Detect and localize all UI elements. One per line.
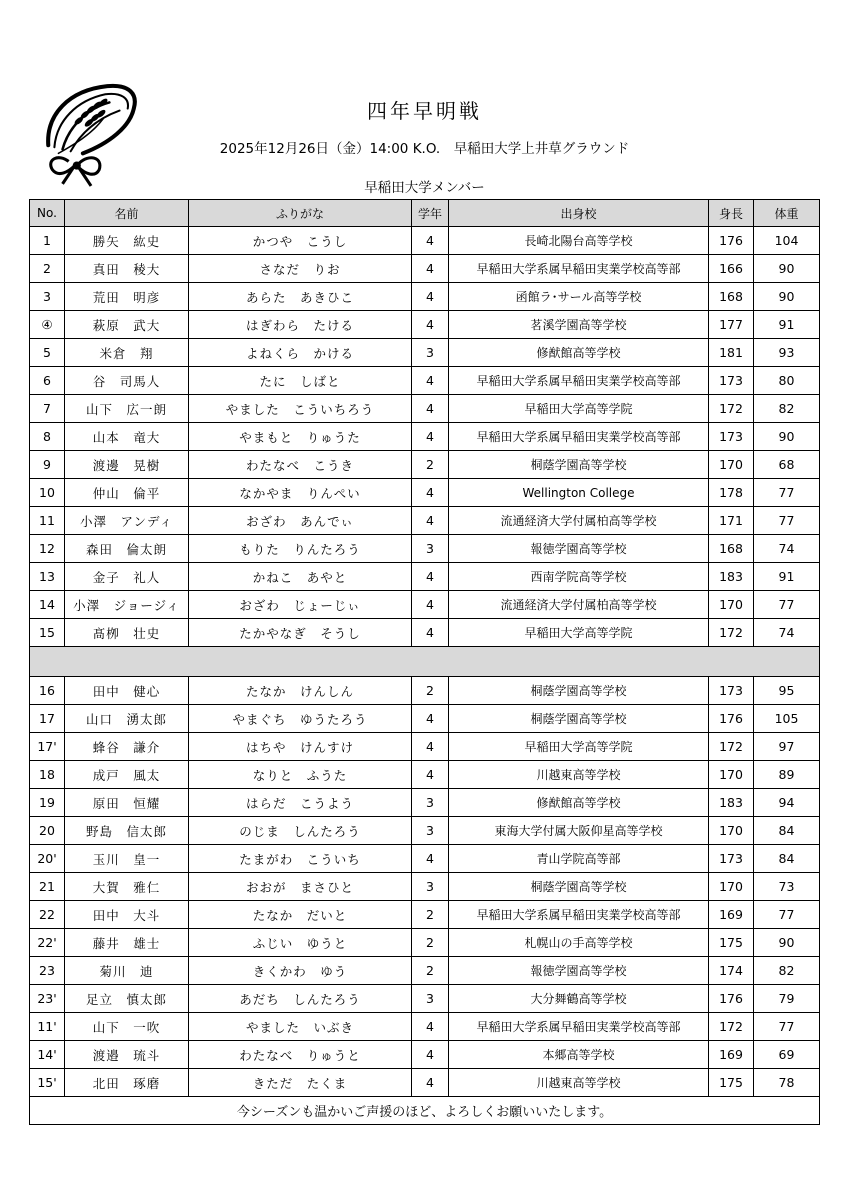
player-weight: 90 [754, 929, 820, 957]
player-row [30, 283, 820, 311]
player-school: 札幌山の手高等学校 [449, 929, 709, 957]
player-year: 4 [412, 395, 449, 423]
player-school: 長崎北陽台高等学校 [449, 227, 709, 255]
reserves-group [30, 677, 820, 1097]
player-name: 真田 稜大 [65, 255, 189, 283]
player-row [30, 227, 820, 255]
player-year: 4 [412, 619, 449, 647]
player-name: 渡邉 琉斗 [65, 1041, 189, 1069]
player-year: 4 [412, 733, 449, 761]
player-name: 金子 礼人 [65, 563, 189, 591]
player-name: 原田 恒耀 [65, 789, 189, 817]
player-name: 山下 広一朗 [65, 395, 189, 423]
player-name: 山口 湧太郎 [65, 705, 189, 733]
player-height: 183 [709, 789, 754, 817]
player-height: 172 [709, 1013, 754, 1041]
match-info: 2025年12月26日（金）14:00 K.O. 早稲田大学上井草グラウンド [219, 141, 630, 157]
player-kana: なかやま りんぺい [189, 479, 412, 507]
player-row [30, 789, 820, 817]
player-row [30, 255, 820, 283]
player-year: 3 [412, 873, 449, 901]
player-weight: 80 [754, 367, 820, 395]
player-weight: 73 [754, 873, 820, 901]
col-header-height: 身長 [709, 200, 754, 227]
player-name: 萩原 武大 [65, 311, 189, 339]
player-year: 2 [412, 901, 449, 929]
header-row [30, 200, 820, 227]
player-height: 176 [709, 227, 754, 255]
player-year: 4 [412, 845, 449, 873]
col-header-school: 出身校 [449, 200, 709, 227]
footer-message: 今シーズンも温かいご声援のほど、よろしくお願いいたします。 [30, 1097, 820, 1125]
player-kana: たなか けんしん [189, 677, 412, 705]
player-height: 170 [709, 761, 754, 789]
player-kana: もりた りんたろう [189, 535, 412, 563]
player-no: 18 [30, 761, 65, 789]
player-no: 23 [30, 957, 65, 985]
player-school: 川越東高等学校 [449, 1069, 709, 1097]
player-year: 4 [412, 311, 449, 339]
player-row [30, 1013, 820, 1041]
player-no: 21 [30, 873, 65, 901]
player-row [30, 423, 820, 451]
player-weight: 90 [754, 423, 820, 451]
player-height: 169 [709, 1041, 754, 1069]
player-kana: はぎわら たける [189, 311, 412, 339]
player-name: 髙栁 壮史 [65, 619, 189, 647]
player-no: 14' [30, 1041, 65, 1069]
player-row [30, 1069, 820, 1097]
player-no: 8 [30, 423, 65, 451]
player-name: 渡邊 晃樹 [65, 451, 189, 479]
player-height: 170 [709, 817, 754, 845]
player-weight: 91 [754, 311, 820, 339]
player-kana: はらだ こうよう [189, 789, 412, 817]
player-row [30, 817, 820, 845]
player-height: 166 [709, 255, 754, 283]
player-row [30, 761, 820, 789]
player-school: 早稲田大学高等学院 [449, 619, 709, 647]
player-row [30, 733, 820, 761]
player-kana: なりと ふうた [189, 761, 412, 789]
player-kana: おざわ じょーじぃ [189, 591, 412, 619]
player-row [30, 395, 820, 423]
player-school: 早稲田大学系属早稲田実業学校高等部 [449, 255, 709, 283]
player-height: 170 [709, 591, 754, 619]
player-no: 14 [30, 591, 65, 619]
player-weight: 90 [754, 255, 820, 283]
player-kana: やまもと りゅうた [189, 423, 412, 451]
player-kana: おおが まさひと [189, 873, 412, 901]
player-name: 藤井 雄士 [65, 929, 189, 957]
player-name: 北田 琢磨 [65, 1069, 189, 1097]
player-name: 小澤 アンディ [65, 507, 189, 535]
player-row [30, 339, 820, 367]
col-header-no: No. [30, 200, 65, 227]
player-kana: やました いぶき [189, 1013, 412, 1041]
player-name: 山本 竜大 [65, 423, 189, 451]
player-height: 178 [709, 479, 754, 507]
player-row [30, 451, 820, 479]
player-school: 本郷高等学校 [449, 1041, 709, 1069]
player-row [30, 929, 820, 957]
player-weight: 77 [754, 507, 820, 535]
player-kana: わたなべ りゅうと [189, 1041, 412, 1069]
player-height: 173 [709, 845, 754, 873]
player-row [30, 619, 820, 647]
player-weight: 77 [754, 1013, 820, 1041]
player-name: 成戸 風太 [65, 761, 189, 789]
player-weight: 89 [754, 761, 820, 789]
player-year: 3 [412, 339, 449, 367]
player-school: 桐蔭学園高等学校 [449, 705, 709, 733]
player-row [30, 479, 820, 507]
player-no: 6 [30, 367, 65, 395]
player-no: 10 [30, 479, 65, 507]
player-year: 4 [412, 367, 449, 395]
player-school: 報徳学園高等学校 [449, 535, 709, 563]
player-row [30, 507, 820, 535]
player-weight: 77 [754, 591, 820, 619]
player-weight: 104 [754, 227, 820, 255]
player-no: 11 [30, 507, 65, 535]
player-year: 4 [412, 1041, 449, 1069]
player-school: 桐蔭学園高等学校 [449, 677, 709, 705]
player-year: 4 [412, 479, 449, 507]
player-row [30, 1041, 820, 1069]
player-no: 5 [30, 339, 65, 367]
player-name: 仲山 倫平 [65, 479, 189, 507]
player-row [30, 705, 820, 733]
player-name: 野島 信太郎 [65, 817, 189, 845]
player-name: 米倉 翔 [65, 339, 189, 367]
player-school: 早稲田大学系属早稲田実業学校高等部 [449, 1013, 709, 1041]
player-kana: はちや けんすけ [189, 733, 412, 761]
player-school: 青山学院高等部 [449, 845, 709, 873]
player-no: 9 [30, 451, 65, 479]
player-no: 19 [30, 789, 65, 817]
player-height: 169 [709, 901, 754, 929]
player-weight: 91 [754, 563, 820, 591]
player-year: 4 [412, 255, 449, 283]
player-row [30, 535, 820, 563]
player-school: 修猷館高等学校 [449, 339, 709, 367]
player-kana: たなか だいと [189, 901, 412, 929]
player-weight: 84 [754, 817, 820, 845]
player-no: 12 [30, 535, 65, 563]
player-no: 11' [30, 1013, 65, 1041]
player-name: 菊川 迪 [65, 957, 189, 985]
player-height: 168 [709, 535, 754, 563]
player-kana: わたなべ こうき [189, 451, 412, 479]
player-no: 16 [30, 677, 65, 705]
player-no: 3 [30, 283, 65, 311]
team-heading: 早稲田大学メンバー [364, 180, 485, 196]
player-height: 171 [709, 507, 754, 535]
player-school: 修猷館高等学校 [449, 789, 709, 817]
player-no: 23' [30, 985, 65, 1013]
player-year: 3 [412, 789, 449, 817]
player-row [30, 845, 820, 873]
player-kana: かつや こうし [189, 227, 412, 255]
player-weight: 74 [754, 619, 820, 647]
player-no: 20' [30, 845, 65, 873]
player-kana: やました こういちろう [189, 395, 412, 423]
player-height: 175 [709, 1069, 754, 1097]
player-year: 4 [412, 591, 449, 619]
player-no: 2 [30, 255, 65, 283]
player-weight: 77 [754, 901, 820, 929]
player-name: 荒田 明彦 [65, 283, 189, 311]
player-name: 小澤 ジョージィ [65, 591, 189, 619]
player-weight: 68 [754, 451, 820, 479]
player-row [30, 563, 820, 591]
player-height: 168 [709, 283, 754, 311]
player-name: 森田 倫太朗 [65, 535, 189, 563]
player-weight: 69 [754, 1041, 820, 1069]
player-no: 22 [30, 901, 65, 929]
player-kana: きくかわ ゆう [189, 957, 412, 985]
player-weight: 79 [754, 985, 820, 1013]
player-kana: やまぐち ゆうたろう [189, 705, 412, 733]
player-height: 173 [709, 423, 754, 451]
player-row [30, 985, 820, 1013]
player-school: 桐蔭学園高等学校 [449, 451, 709, 479]
player-height: 181 [709, 339, 754, 367]
player-no: ④ [30, 311, 65, 339]
player-name: 田中 健心 [65, 677, 189, 705]
player-no: 17' [30, 733, 65, 761]
col-header-name: 名前 [65, 200, 189, 227]
player-name: 勝矢 紘史 [65, 227, 189, 255]
player-no: 17 [30, 705, 65, 733]
player-height: 172 [709, 733, 754, 761]
player-year: 4 [412, 423, 449, 451]
player-school: 川越東高等学校 [449, 761, 709, 789]
player-height: 172 [709, 395, 754, 423]
player-name: 山下 一吹 [65, 1013, 189, 1041]
player-weight: 84 [754, 845, 820, 873]
player-kana: あらた あきひこ [189, 283, 412, 311]
player-kana: のじま しんたろう [189, 817, 412, 845]
player-no: 7 [30, 395, 65, 423]
player-school: 函館ラ･サール高等学校 [449, 283, 709, 311]
col-header-kana: ふりがな [189, 200, 412, 227]
player-year: 4 [412, 563, 449, 591]
player-year: 4 [412, 283, 449, 311]
player-year: 4 [412, 507, 449, 535]
player-kana: たまがわ こういち [189, 845, 412, 873]
col-header-year: 学年 [412, 200, 449, 227]
separator-cell [30, 647, 820, 677]
player-kana: あだち しんたろう [189, 985, 412, 1013]
player-weight: 93 [754, 339, 820, 367]
player-year: 2 [412, 451, 449, 479]
player-no: 15 [30, 619, 65, 647]
player-year: 4 [412, 761, 449, 789]
player-school: 早稲田大学高等学院 [449, 395, 709, 423]
player-name: 蜂谷 謙介 [65, 733, 189, 761]
player-weight: 78 [754, 1069, 820, 1097]
page-title: 四年早明戦 [367, 99, 482, 123]
player-school: 早稲田大学系属早稲田実業学校高等部 [449, 423, 709, 451]
player-height: 170 [709, 873, 754, 901]
player-school: 東海大学付属大阪仰星高等学校 [449, 817, 709, 845]
player-row [30, 311, 820, 339]
player-no: 20 [30, 817, 65, 845]
player-weight: 95 [754, 677, 820, 705]
player-school: 早稲田大学系属早稲田実業学校高等部 [449, 367, 709, 395]
player-height: 173 [709, 677, 754, 705]
player-weight: 74 [754, 535, 820, 563]
player-year: 3 [412, 535, 449, 563]
player-weight: 82 [754, 395, 820, 423]
player-height: 177 [709, 311, 754, 339]
col-header-weight: 体重 [754, 200, 820, 227]
player-year: 3 [412, 817, 449, 845]
player-kana: きただ たくま [189, 1069, 412, 1097]
player-name: 谷 司馬人 [65, 367, 189, 395]
player-no: 22' [30, 929, 65, 957]
player-weight: 82 [754, 957, 820, 985]
player-row [30, 873, 820, 901]
group-separator [30, 647, 820, 677]
player-row [30, 591, 820, 619]
player-name: 足立 慎太郎 [65, 985, 189, 1013]
player-height: 176 [709, 985, 754, 1013]
player-school: 茗溪学園高等学校 [449, 311, 709, 339]
player-no: 1 [30, 227, 65, 255]
player-school: Wellington College [449, 479, 709, 507]
player-school: 流通経済大学付属柏高等学校 [449, 591, 709, 619]
player-height: 172 [709, 619, 754, 647]
roster-table [29, 199, 820, 1125]
player-height: 176 [709, 705, 754, 733]
player-school: 早稲田大学系属早稲田実業学校高等部 [449, 901, 709, 929]
player-year: 4 [412, 227, 449, 255]
player-school: 早稲田大学高等学院 [449, 733, 709, 761]
player-row [30, 901, 820, 929]
player-row [30, 677, 820, 705]
player-height: 174 [709, 957, 754, 985]
player-name: 田中 大斗 [65, 901, 189, 929]
player-kana: たに しばと [189, 367, 412, 395]
player-kana: おざわ あんでぃ [189, 507, 412, 535]
player-no: 13 [30, 563, 65, 591]
footer-row [30, 1097, 820, 1125]
player-year: 2 [412, 957, 449, 985]
player-weight: 97 [754, 733, 820, 761]
player-height: 183 [709, 563, 754, 591]
player-school: 西南学院高等学校 [449, 563, 709, 591]
player-weight: 105 [754, 705, 820, 733]
player-year: 2 [412, 929, 449, 957]
player-weight: 90 [754, 283, 820, 311]
player-no: 15' [30, 1069, 65, 1097]
player-school: 大分舞鶴高等学校 [449, 985, 709, 1013]
starters-group [30, 227, 820, 647]
player-kana: よねくら かける [189, 339, 412, 367]
player-kana: さなだ りお [189, 255, 412, 283]
player-row [30, 957, 820, 985]
player-name: 大賀 雅仁 [65, 873, 189, 901]
player-school: 報徳学園高等学校 [449, 957, 709, 985]
player-kana: かねこ あやと [189, 563, 412, 591]
player-weight: 77 [754, 479, 820, 507]
player-kana: ふじい ゆうと [189, 929, 412, 957]
player-name: 玉川 皇一 [65, 845, 189, 873]
player-school: 桐蔭学園高等学校 [449, 873, 709, 901]
player-height: 170 [709, 451, 754, 479]
player-year: 4 [412, 1069, 449, 1097]
player-height: 173 [709, 367, 754, 395]
player-height: 175 [709, 929, 754, 957]
player-kana: たかやなぎ そうし [189, 619, 412, 647]
player-year: 4 [412, 705, 449, 733]
player-year: 2 [412, 677, 449, 705]
player-year: 3 [412, 985, 449, 1013]
player-weight: 94 [754, 789, 820, 817]
player-school: 流通経済大学付属柏高等学校 [449, 507, 709, 535]
player-year: 4 [412, 1013, 449, 1041]
player-row [30, 367, 820, 395]
